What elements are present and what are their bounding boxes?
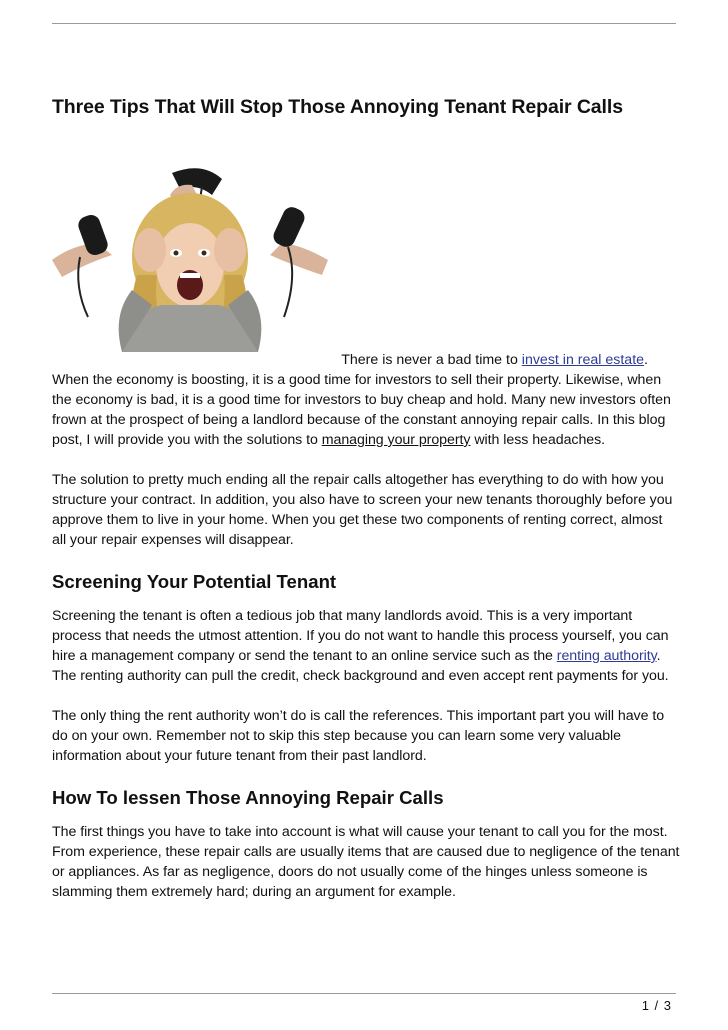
intro-paragraph-1 (52, 370, 680, 450)
intro-p1-text-b: with less headaches. (470, 432, 606, 448)
screening-paragraph-2: The only thing the rent authority won’t do is call the references. This important part you will have to do on your own. Remember not to skip this step because you can learn some very valuable information about your future tenant from their past landlord. (52, 708, 665, 764)
intro-first-line (52, 350, 676, 370)
renting-authority-link[interactable]: renting authority (556, 648, 657, 664)
invest-in-real-estate-link[interactable]: invest in real estate (521, 352, 645, 368)
page-number: 1 / 3 (641, 998, 672, 1013)
intro-text-end: . (644, 352, 648, 368)
article-body (52, 370, 680, 922)
intro-paragraph-2: The solution to pretty much ending all the repair calls altogether has everything to do with how you structure your contract. In addition, you also have to screen your new tenants thoroughly before you approve them to live in your home. When you get these two components of renting correct, almost all your repair expenses will disappear. (52, 472, 673, 548)
section-heading-screening: Screening Your Potential Tenant (52, 571, 337, 592)
repair-calls-paragraph-1: The first things you have to take into account is what will cause your tenant to call you for the most. From experience, these repair calls are usually items that are caused due to negligence of the tenant or appliances. As far as negligence, doors do not usually come of the hinges unless someone is slamming them extremely hard; during an argument for example. (52, 824, 680, 900)
intro-text-start: There is never a bad time to (341, 352, 522, 368)
screening-p1-text-a: Screening the tenant is often a tedious job that many landlords avoid. This is a very important process that needs the utmost attention. If you do not want to handle this process yourself, you can hire a management company or send the tenant to an online service such as the (52, 608, 669, 664)
screening-paragraph-1 (52, 606, 680, 686)
screening-p1-text-b: . The renting authority can pull the credit, check background and even accept rent payments for you. (52, 648, 669, 684)
header-rule (52, 23, 676, 24)
page-title: Three Tips That Will Stop Those Annoying Tenant Repair Calls (52, 96, 623, 118)
intro-p1-text-a: When the economy is boosting, it is a good time for investors to sell their property. Likewise, when the economy is bad, it is a good time for investors to buy cheap and hold. Many new investors often frown at the prospect of being a landlord because of the constant annoying repair calls. In this blog post, I will provide you with the solutions to (52, 372, 671, 448)
footer-rule (52, 993, 676, 994)
stressed-woman-with-phones-icon (52, 165, 328, 352)
section-heading-repair-calls: How To lessen Those Annoying Repair Calls (52, 787, 444, 808)
managing-your-property-link[interactable]: managing your property (321, 432, 471, 448)
